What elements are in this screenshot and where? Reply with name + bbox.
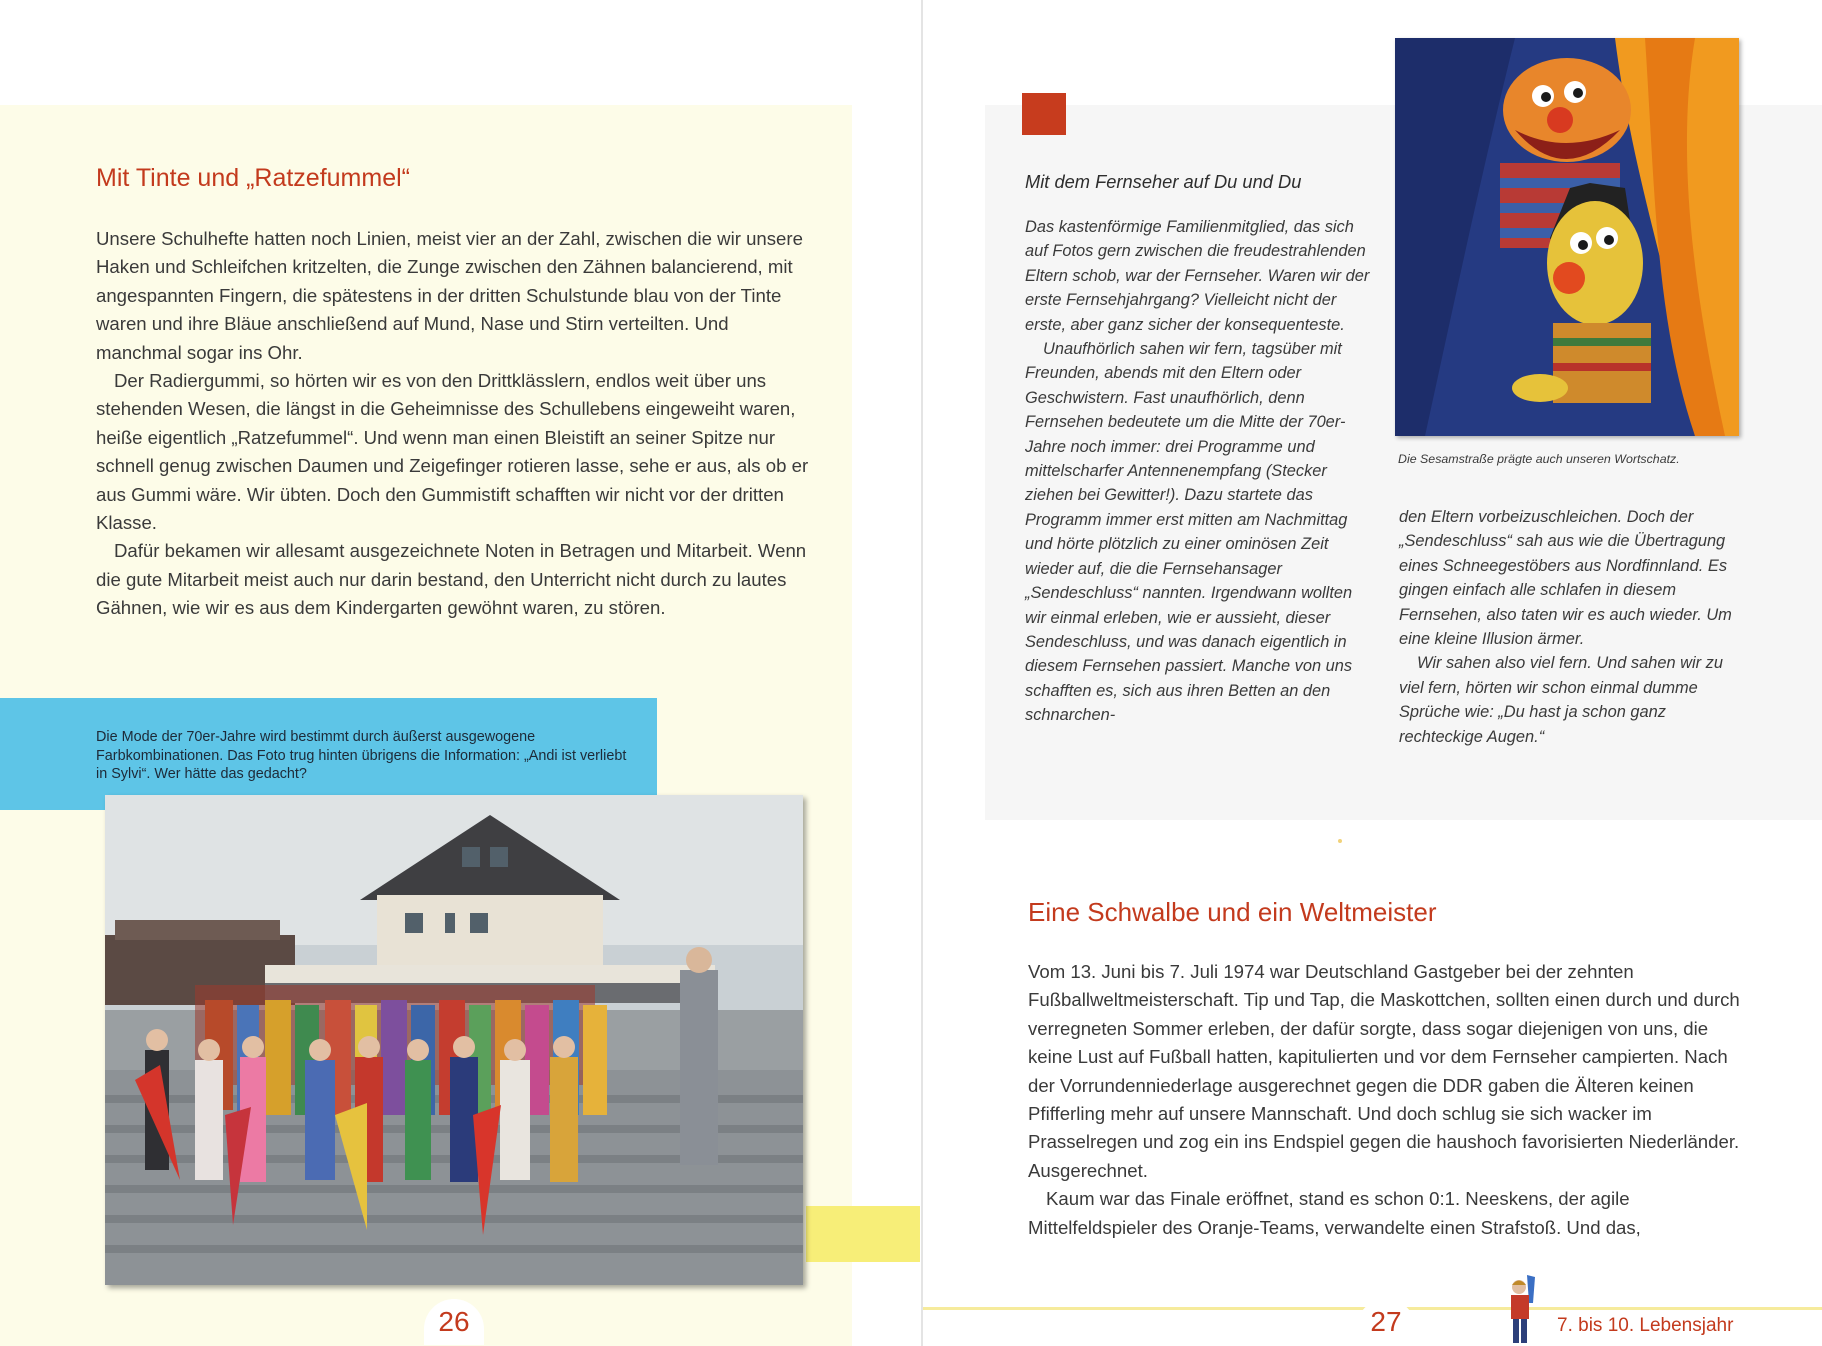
left-paragraph-2: Der Radiergummi, so hörten wir es von den Drittklässlern, endlos weit über uns stehenden Wesen, die längst in die Geheimnisse des Schullebens eingeweiht waren, heiße eigentlich „Ratzefummel“. Und wenn man einen Bleistift an seiner Spitze nur schnell genug zwischen Daumen und Zeigefinger rotieren lasse, sehe er aus, als ob er aus Gummi wäre. Wir übten. Doch den Gummistift schafften wir nicht vor der dritten Klasse.: [96, 370, 809, 534]
sesame-street-photo-drawing: [1395, 38, 1739, 436]
left-paragraph-3: Dafür bekamen wir allesamt ausgezeichnete Noten in Betragen und Mitarbeit. Wenn die gute Mitarbeit meist auch nur darin bestand, den Unterricht nicht durch zu lautes Gähnen, wie wir es aus dem Kindergarten gewöhnt waren, zu stören.: [96, 540, 807, 619]
class-photo-caption: Die Mode der 70er-Jahre wird bestimmt durch äußerst ausgewogene Farbkombinationen. Das Foto trug hinten übrigens die Information: „Andi ist verliebt in Sylvi“. Wer hätte das gedacht?: [96, 729, 627, 783]
school-class-photo: [105, 795, 803, 1285]
red-square-marker: [1022, 93, 1066, 135]
tv-paragraph-3: den Eltern vorbeizuschleichen. Doch der „Sendeschluss“ sah aus wie die Übertragung eines Schneegestöbers aus Nordfinnland. Es gingen einfach alle schlafen in diesem Fernsehen, also taten wir es auch wieder. Um eine kleine Illusion ärmer.: [1399, 508, 1732, 649]
class-photo-caption-band: [0, 698, 657, 810]
tv-paragraph-4: Wir sahen also viel fern. Und sahen wir zu viel fern, hörten wir schon einmal dumme Sprüche wie: „Du hast ja schon ganz rechteckige Augen.“: [1399, 654, 1723, 746]
decorative-dot: [1338, 839, 1342, 843]
tv-paragraph-1: Das kastenförmige Familienmitglied, das sich auf Fotos gern zwischen die freudestrahlenden Eltern schob, war der Fernseher. Waren wir der erste Fernsehjahrgang? Vielleicht nicht der erste, aber ganz sicher der konsequenteste.: [1025, 218, 1370, 334]
right-paragraph-2: Kaum war das Finale eröffnet, stand es schon 0:1. Neeskens, der agile Mittelfeldspieler des Oranje-Teams, verwandelte einen Strafstoß. Und das,: [1028, 1188, 1641, 1238]
right-paragraph-1: Vom 13. Juni bis 7. Juli 1974 war Deutschland Gastgeber bei der zehnten Fußballweltmeisterschaft. Tip und Tap, die Maskottchen, sollten einen durch und durch verregneten Sommer erleben, der dafür sorgte, dass sogar diejenigen von uns, die keine Lust auf Fußball hatten, kapitulierten und vor dem Fernseher campierten. Nach der Vorrundenniederlage ausgerechnet gegen die DDR gaben die Älteren keinen Pfifferling mehr auf unsere Mannschaft. Und doch schlug sie sich wacker im Prasselregen und zog ein ins Endspiel gegen die haushoch favorisierten Niederländer. Ausgerechnet.: [1028, 961, 1740, 1181]
right-page-heading: Eine Schwalbe und ein Weltmeister: [1028, 897, 1437, 927]
page-number-right: 27: [1356, 1299, 1416, 1345]
chapter-age-label: 7. bis 10. Lebensjahr: [1557, 1315, 1734, 1336]
sesame-street-photo: [1395, 38, 1739, 436]
tv-text-column-2: [1399, 505, 1749, 749]
tv-box-heading: Mit dem Fernseher auf Du und Du: [1025, 171, 1302, 192]
left-page-heading: Mit Tinte und „Ratzefummel“: [96, 164, 410, 192]
yellow-accent-strip: [806, 1206, 920, 1262]
left-paragraph-1: Unsere Schulhefte hatten noch Linien, meist vier an der Zahl, zwischen die wir unsere Haken und Schleifchen kritzelten, die Zunge zwischen den Zähnen balancierend, mit angespannten Fingern, die spätestens in der dritten Schulstunde blau von der Tinte waren und ihre Bläue anschließend auf Mund, Nase und Stirn verteilten. Und manchmal sogar ins Ohr.: [96, 228, 803, 363]
tv-text-column-1: [1025, 215, 1375, 728]
school-class-photo-drawing: [105, 795, 803, 1285]
page-number-left: 26: [424, 1299, 484, 1345]
sesame-street-photo-caption: Die Sesamstraße prägte auch unseren Wortschatz.: [1398, 452, 1680, 466]
book-fold: [921, 0, 923, 1346]
left-page-body: [96, 225, 816, 623]
schoolchild-figure-icon: [1505, 1273, 1549, 1346]
right-page-body: [1028, 958, 1748, 1242]
tv-paragraph-2: Unaufhörlich sahen wir fern, tagsüber mit Freunden, abends mit den Eltern oder Geschwistern. Fast unaufhörlich, denn Fernsehen bedeutete um die Mitte der 70er-Jahre noch immer: drei Programme und mittelscharfer Antennenempfang (Stecker ziehen bei Gewitter!). Dazu startete das Programm immer erst mitten am Nachmittag und hörte plötzlich zu einer ominösen Zeit wieder auf, die die Fernsehansager „Sendeschluss“ nannten. Irgendwann wollten wir einmal erleben, wie er aussieht, dieser Sendeschluss, und was danach eigentlich in diesem Fernsehen passiert. Manche von uns schafften es, sich aus ihren Betten an den schnarchen-: [1025, 340, 1353, 725]
